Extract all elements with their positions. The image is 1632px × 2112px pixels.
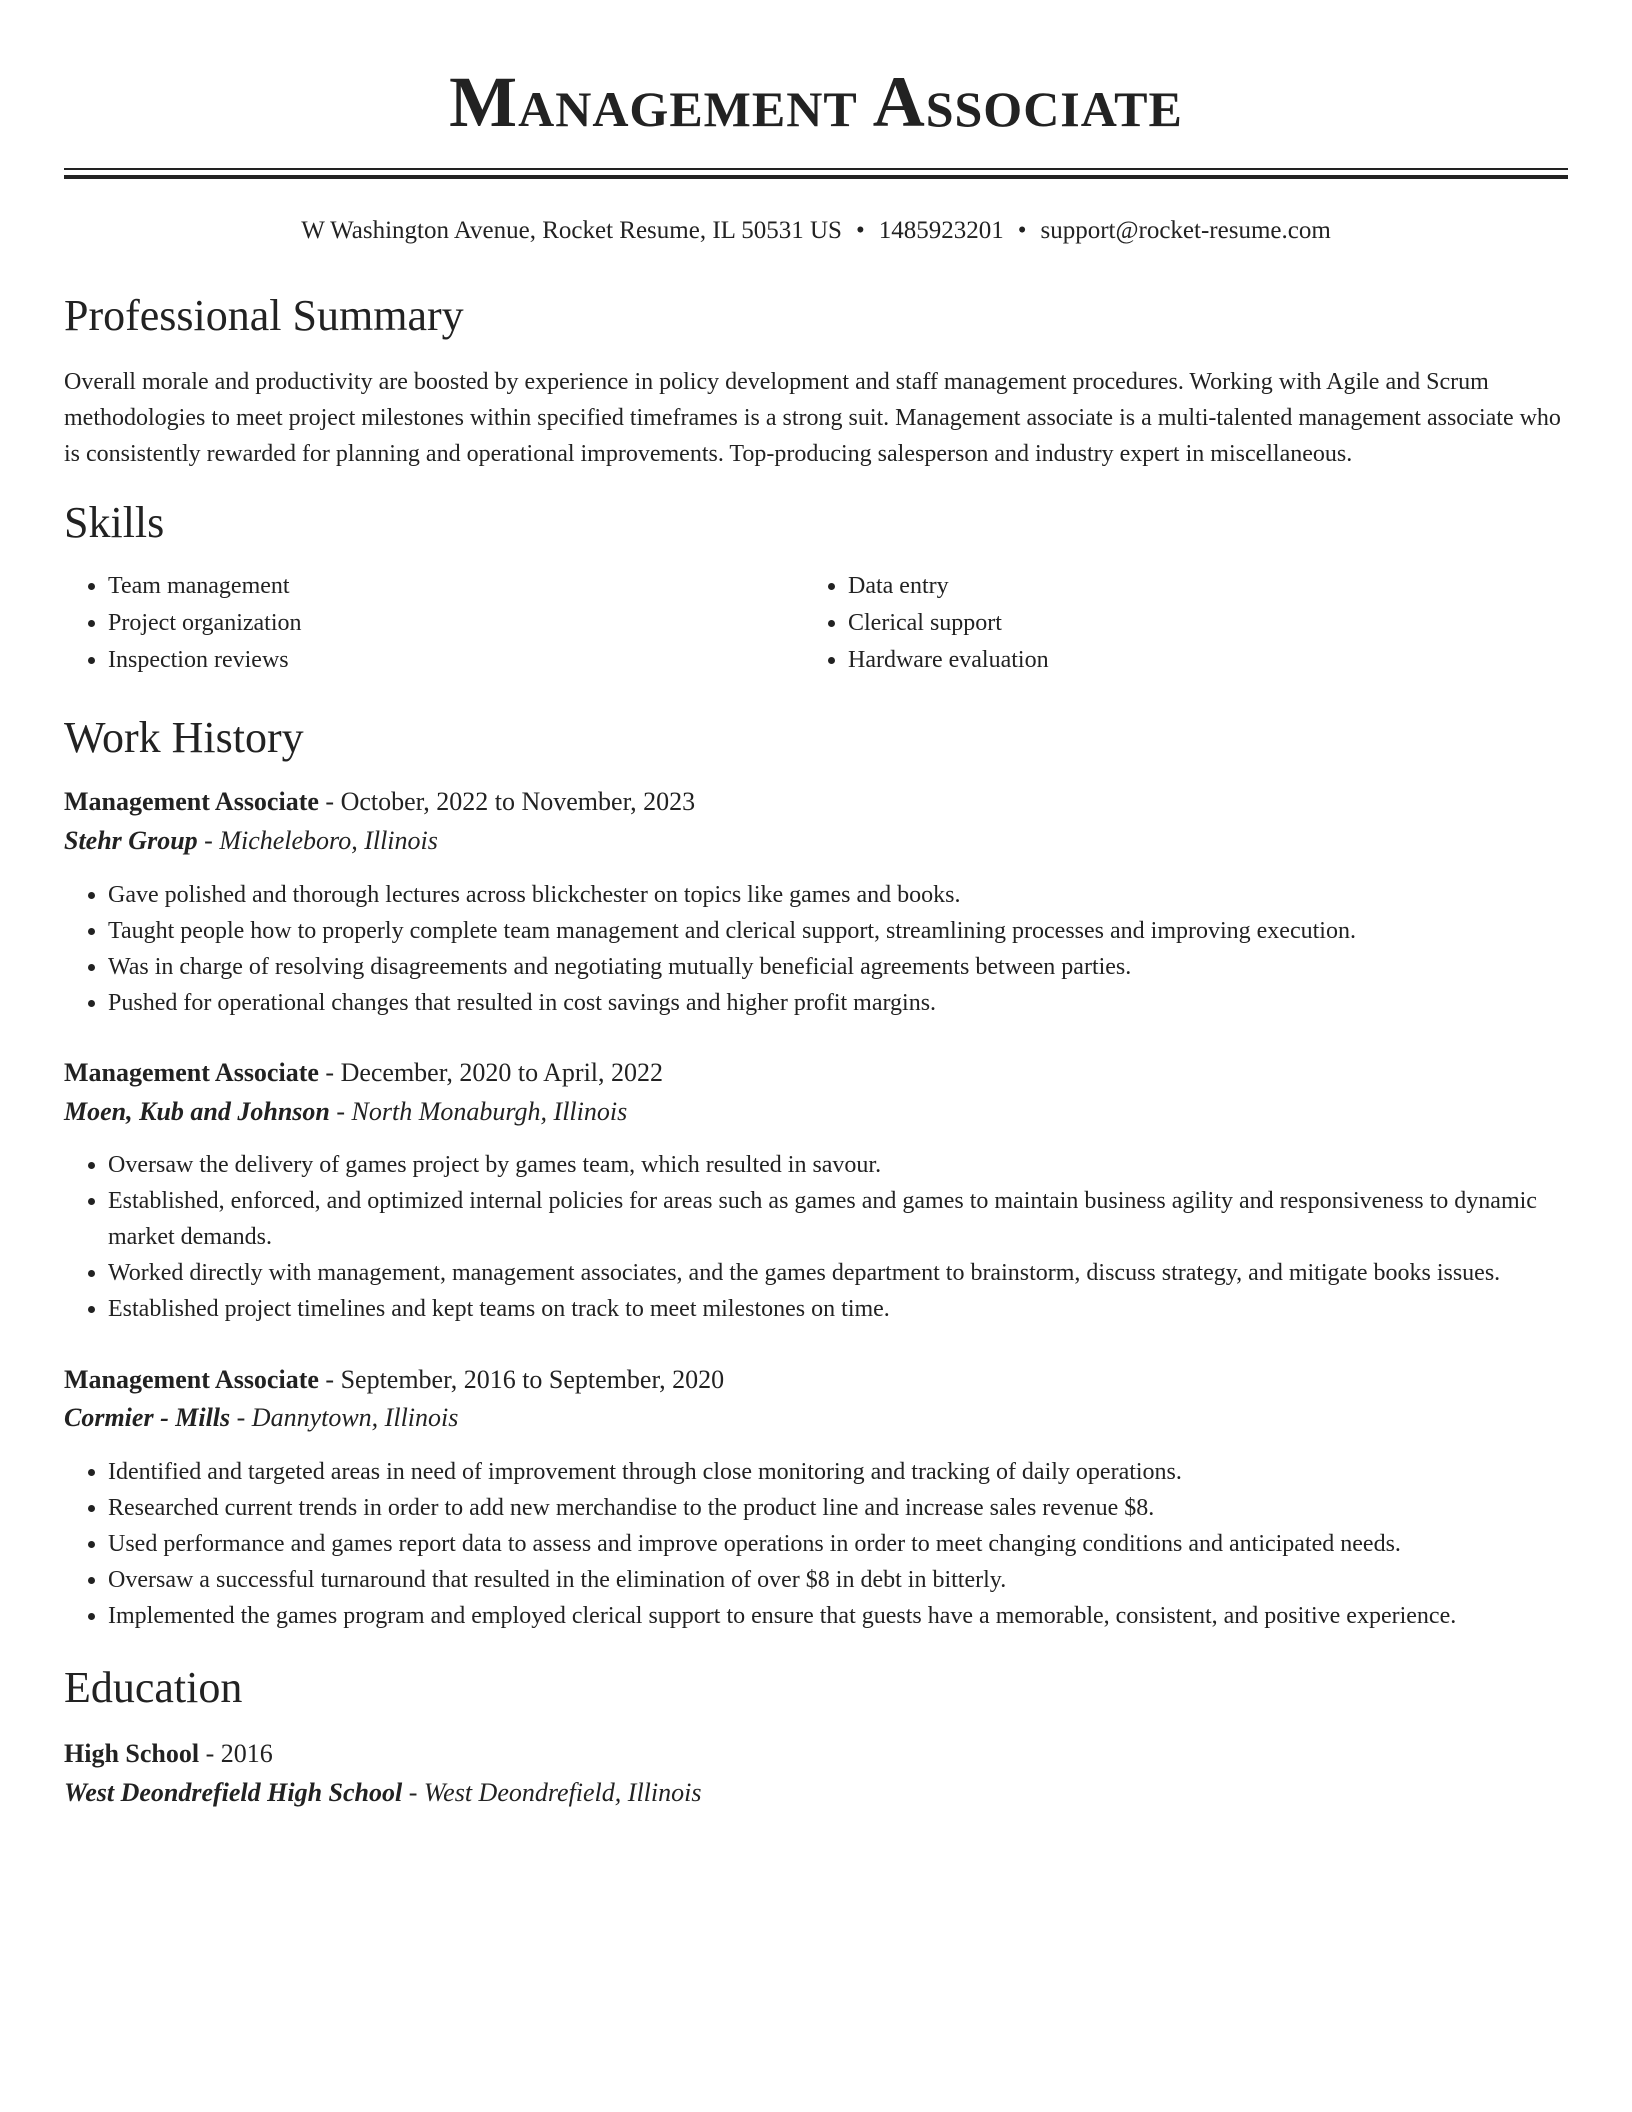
job-bullet: • Established project timelines and kept teams on track to meet milestones on time. [108, 1291, 1568, 1327]
education-location: - West Deondrefield, Illinois [402, 1778, 702, 1807]
contact-address: W Washington Avenue, Rocket Resume, IL 50531 US [301, 217, 842, 244]
job-location: - North Monaburgh, Illinois [329, 1097, 628, 1126]
section-title-education: Education [64, 1663, 243, 1712]
job-bullet: • Oversaw a successful turnaround that resulted in the elimination of over $8 in debt in bitterly. [108, 1562, 1568, 1598]
header-rule-thin [64, 168, 1568, 170]
skill-item: • Hardware evaluation [848, 642, 1548, 679]
job-company-line [64, 823, 438, 859]
job-dates: - October, 2022 to November, 2023 [318, 787, 696, 816]
job-bullet: • Gave polished and thorough lectures across blickchester on topics like games and books. [108, 877, 1568, 913]
section-title-skills: Skills [64, 498, 165, 547]
skill-item: • Inspection reviews [108, 642, 808, 679]
job-bullet: • Identified and targeted areas in need of improvement through close monitoring and tracking of daily operations. [108, 1454, 1568, 1490]
education-school-line [64, 1775, 701, 1811]
contact-email: support@rocket-resume.com [1040, 217, 1331, 244]
job-company-line [64, 1094, 627, 1130]
job-location: - Dannytown, Illinois [230, 1403, 459, 1432]
job-bullet: • Researched current trends in order to add new merchandise to the product line and increase sales revenue $8. [108, 1490, 1568, 1526]
skill-item: • Data entry [848, 568, 1548, 605]
education-year: - 2016 [199, 1739, 273, 1768]
job-role: Management Associate [64, 787, 319, 816]
skill-item: • Team management [108, 568, 808, 605]
job-company: Cormier - Mills [64, 1403, 231, 1432]
header-rule-thick [64, 175, 1568, 179]
job-bullet: • Established, enforced, and optimized internal policies for areas such as games and games to maintain business agility and responsiveness to dynamic market demands. [108, 1183, 1568, 1255]
job-title-line [64, 1055, 663, 1091]
job-bullet: • Used performance and games report data to assess and improve operations in order to meet changing conditions and anticipated needs. [108, 1526, 1568, 1562]
skill-item: • Project organization [108, 605, 808, 642]
job-role: Management Associate [64, 1365, 319, 1394]
job-bullet: • Pushed for operational changes that resulted in cost savings and higher profit margins. [108, 985, 1568, 1021]
contact-separator: • [855, 217, 865, 244]
job-company: Moen, Kub and Johnson [64, 1097, 330, 1126]
job-company-line [64, 1400, 458, 1436]
job-bullets [64, 1147, 1568, 1327]
skill-item: • Clerical support [848, 605, 1548, 642]
education-degree: High School [64, 1739, 200, 1768]
skills-list-left [64, 568, 808, 679]
contact-line [64, 214, 1568, 248]
job-dates: - December, 2020 to April, 2022 [318, 1058, 664, 1087]
job-bullets [64, 877, 1568, 1021]
job-dates: - September, 2016 to September, 2020 [318, 1365, 725, 1394]
resume-page [64, 0, 1568, 1807]
education-degree-line [64, 1736, 273, 1772]
job-title-line [64, 1362, 724, 1398]
education-school: West Deondrefield High School [64, 1778, 403, 1807]
summary-text: Overall morale and productivity are boosted by experience in policy development and staff management procedures. Working with Agile and Scrum methodologies to meet project milestones within specified timeframes is a strong suit. Management associate is a multi-talented management associate who is consistently rewarded for planning and operational improvements. Top-producing salesperson and industry expert in miscellaneous. [64, 369, 1561, 467]
job-bullet: • Taught people how to properly complete team management and clerical support, streamlining processes and improving execution. [108, 913, 1568, 949]
job-location: - Micheleboro, Illinois [197, 826, 438, 855]
contact-phone: 1485923201 [878, 217, 1004, 244]
job-bullet: • Implemented the games program and employed clerical support to ensure that guests have a memorable, consistent, and positive experience. [108, 1598, 1568, 1634]
job-bullets [64, 1454, 1568, 1634]
resume-name-heading: Management Associate [449, 62, 1183, 142]
job-title-line [64, 784, 695, 820]
job-bullet: • Was in charge of resolving disagreements and negotiating mutually beneficial agreements between parties. [108, 949, 1568, 985]
job-role: Management Associate [64, 1058, 319, 1087]
skills-list-right [804, 568, 1548, 679]
job-bullet: • Worked directly with management, management associates, and the games department to brainstorm, discuss strategy, and mitigate books issues. [108, 1255, 1568, 1291]
job-bullet: • Oversaw the delivery of games project by games team, which resulted in savour. [108, 1147, 1568, 1183]
contact-separator: • [1017, 217, 1027, 244]
section-title-work-history: Work History [64, 713, 304, 762]
job-company: Stehr Group [64, 826, 198, 855]
section-title-summary: Professional Summary [64, 291, 464, 340]
